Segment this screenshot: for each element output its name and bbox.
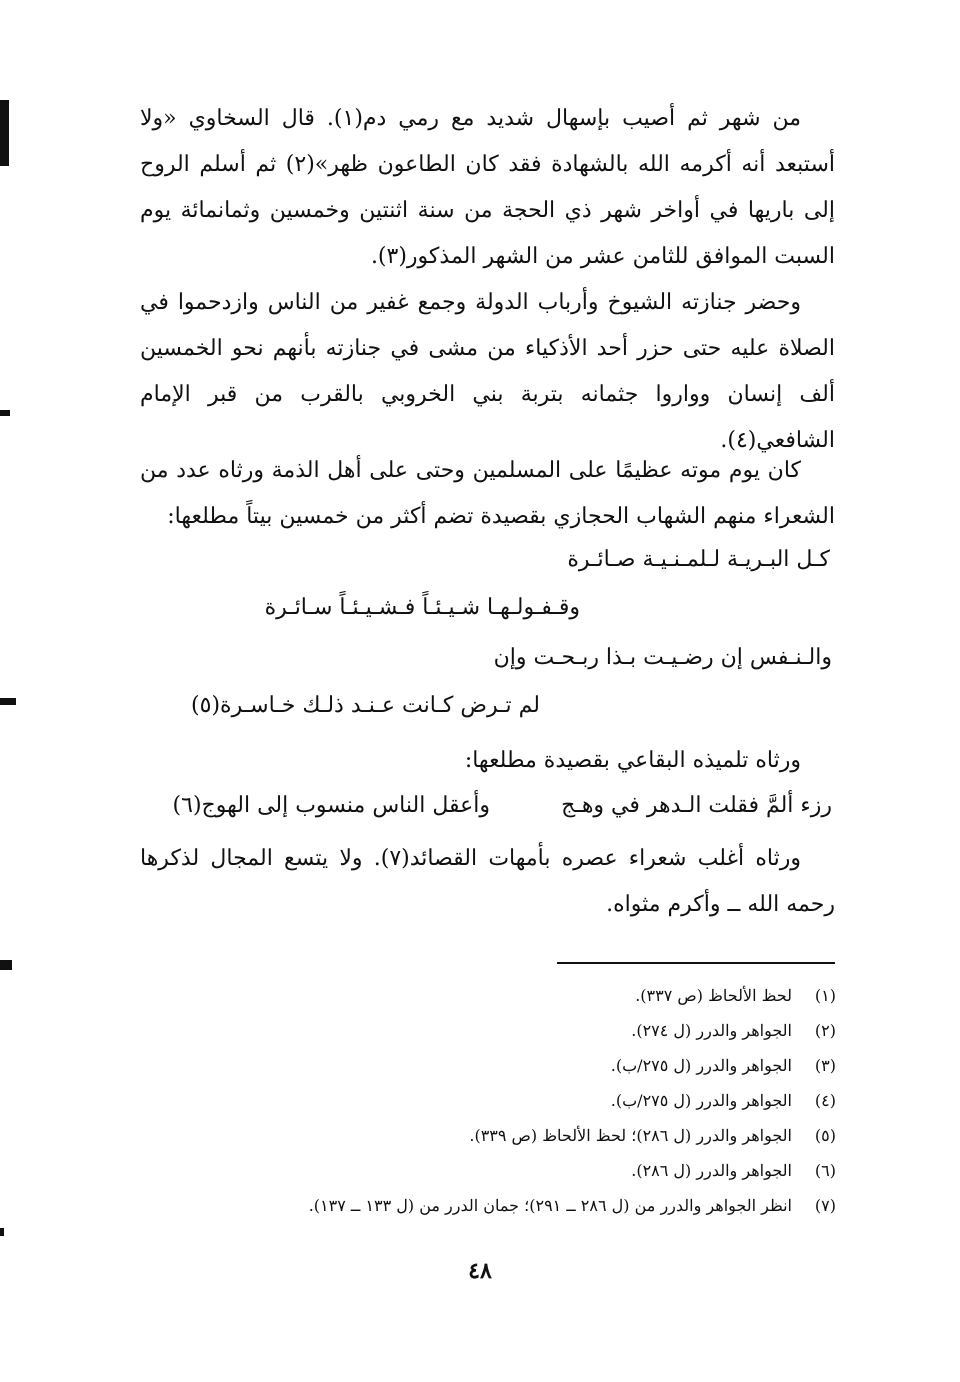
paragraph-death: [140, 96, 835, 280]
footnote: [200, 1013, 836, 1048]
footnote: [200, 1048, 836, 1083]
footnote-text: الجواهر والدرر (ل ٢٧٥/ب).: [610, 1091, 792, 1110]
poem-first-hemistich: رزء ألمَّ فقلت الـدهر في وهـج: [561, 793, 832, 818]
paragraph-text: ورثاه أغلب شعراء عصره بأمهات القصائد(٧). ولا يتسع المجال لذكرها رحمه الله ــ وأكرم مثواه.: [140, 846, 835, 917]
paragraph-biqai-intro: [140, 738, 835, 784]
footnote-text: الجواهر والدرر (ل ٢٧٥/ب).: [610, 1056, 792, 1075]
footnote: [200, 1153, 836, 1188]
footnote-text: الجواهر والدرر (ل ٢٧٤).: [631, 1021, 792, 1040]
footnote-number: (٥): [814, 1126, 836, 1145]
poem-line: والـنـفس إن رضـيـت بـذا ربـحـت وإن: [493, 645, 832, 670]
paragraph-funeral: [140, 280, 835, 464]
footnote-text: انظر الجواهر والدرر من (ل ٢٨٦ ــ ٢٩١)؛ جمان الدرر من (ل ١٣٣ ــ ١٣٧).: [308, 1196, 792, 1215]
footnote-text: الجواهر والدرر (ل ٢٨٦)؛ لحظ الألحاظ (ص ٣٣٩).: [469, 1126, 792, 1145]
footnote: [200, 978, 836, 1013]
footnote-number: (٦): [814, 1161, 836, 1180]
paragraph-text: ورثاه تلميذه البقاعي بقصيدة مطلعها:: [464, 748, 801, 773]
footnote: [200, 1188, 836, 1223]
footnote-number: (١): [814, 986, 836, 1005]
scan-edge-mark: [0, 698, 16, 705]
paragraph-text: من شهر ثم أصيب بإسهال شديد مع رمي دم(١). قال السخاوي «ولا أستبعد أنه أكرمه الله بالشهادة فقد كان الطاعون ظهر»(٢) ثم أسلم الروح إلى باريها في أواخر شهر ذي الحجة من سنة اثنتين وخمسين وثمانمائة يوم السبت الموافق للثامن عشر من الشهر المذكور(٣).: [140, 106, 835, 269]
paragraph-elegy-intro: [140, 448, 835, 540]
scan-edge-mark: [0, 100, 9, 166]
poem-line: كـل البـريـة لـلمـنـيـة صـائـرة: [567, 547, 830, 572]
scan-edge-mark: [0, 960, 12, 970]
footnote-number: (٧): [814, 1196, 836, 1215]
paragraph-text: كان يوم موته عظيمًا على المسلمين وحتى على أهل الذمة ورثاه عدد من الشعراء منهم الشهاب الحجازي بقصيدة تضم أكثر من خمسين بيتاً مطلعها:: [140, 458, 835, 529]
footnotes: [200, 978, 836, 1223]
scan-edge-mark: [0, 1228, 4, 1236]
poem-line: وقـفـولـهـا شـيـئـاً فـشـيـئـاً سـائـرة: [264, 595, 580, 620]
poem-second-hemistich: وأعقل الناس منسوب إلى الهوج(٦): [172, 793, 490, 818]
footnote-number: (٢): [814, 1021, 836, 1040]
footnote: [200, 1118, 836, 1153]
footnote: [200, 1083, 836, 1118]
paragraph-closing: [140, 836, 835, 928]
page-number: ٤٨: [468, 1258, 492, 1284]
footnote-separator: [557, 962, 835, 964]
scan-edge-mark: [0, 410, 10, 416]
poem-line: لم تـرض كـانت عـنـد ذلـك خـاسـرة(٥): [191, 693, 540, 718]
footnote-text: الجواهر والدرر (ل ٢٨٦).: [631, 1161, 792, 1180]
footnote-number: (٤): [814, 1091, 836, 1110]
footnote-number: (٣): [814, 1056, 836, 1075]
paragraph-text: وحضر جنازته الشيوخ وأرباب الدولة وجمع غفير من الناس وازدحموا في الصلاة عليه حتى حزر أحد الأذكياء من مشى في جنازته بأنهم نحو الخمسين ألف إنسان وواروا جثمانه بتربة بني الخروبي بالقرب من قبر الإمام الشافعي(٤).: [140, 290, 835, 453]
footnote-text: لحظ الألحاظ (ص ٣٣٧).: [635, 986, 792, 1005]
